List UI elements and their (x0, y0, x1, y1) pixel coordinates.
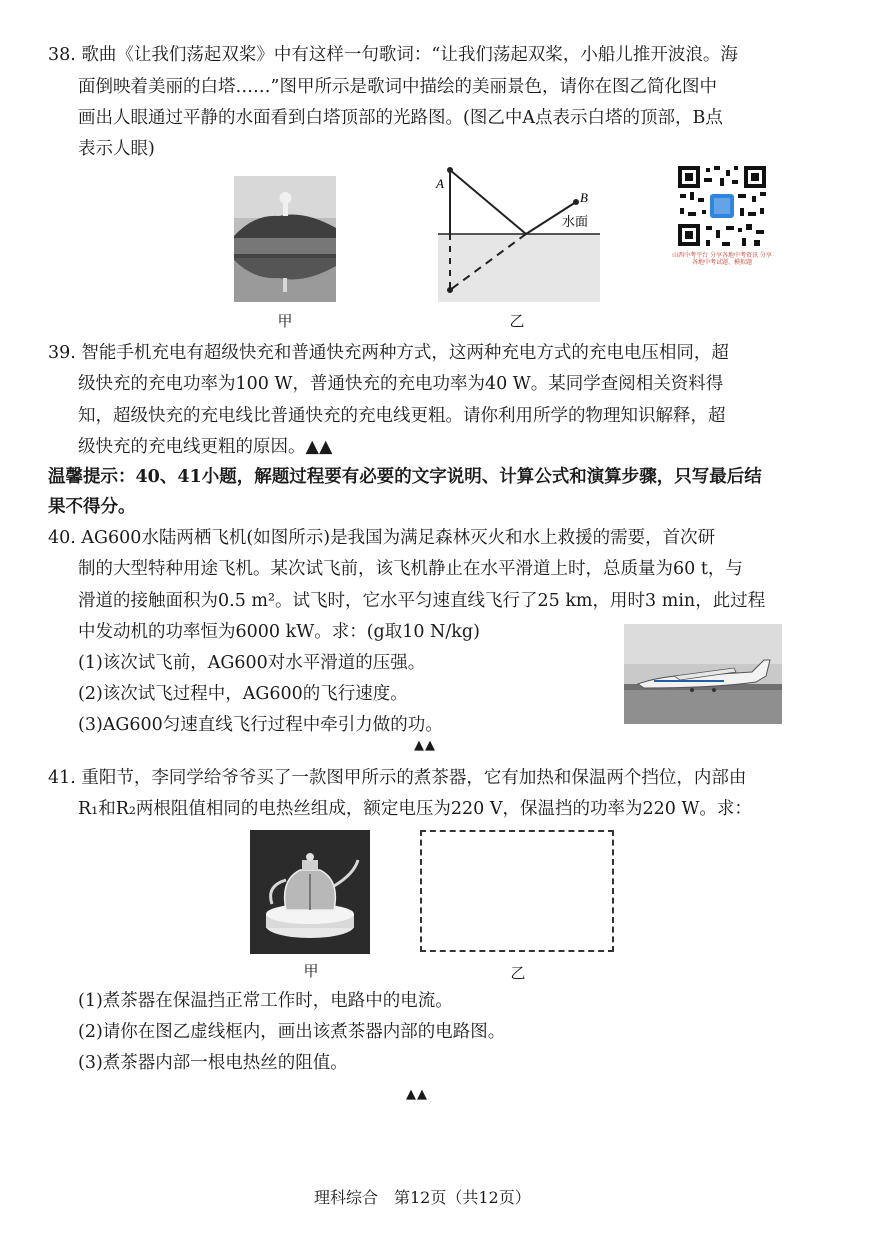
point-b-label: B (580, 190, 588, 205)
q40-answer-mark: ▲▲ (414, 738, 436, 753)
q41-part-1: (1)煮茶器在保温挡正常工作时，电路中的电流。 (78, 991, 453, 1011)
page-footer: 理科综合 第12页（共12页） (314, 1188, 531, 1207)
q40-part-2: (2)该次试飞过程中，AG600的飞行速度。 (78, 684, 408, 704)
q38-fig-jia-caption: 甲 (277, 312, 293, 330)
q41-answer-mark: ▲▲ (406, 1087, 428, 1102)
tip-line-2: 果不得分。 (48, 497, 136, 517)
q40-line-4: 中发动机的功率恒为6000 kW。求：(g取10 N/kg) (78, 622, 480, 642)
water-surface-label: 水面 (562, 215, 589, 230)
q39-line-3: 知，超级快充的充电线比普通快充的充电线更粗。请你利用所学的物理知识解释，超 (78, 406, 726, 426)
tea-maker-photo (250, 830, 370, 954)
light-path-diagram (428, 162, 600, 302)
q38-line-4: 表示人眼) (78, 139, 155, 159)
q41-line-2: R₁和R₂两根阻值相同的电热丝组成，额定电压为220 V，保温挡的功率为220 W。求： (78, 799, 752, 819)
q38-line-2: 面倒映着美丽的白塔……”图甲所示是歌词中描绘的美丽景色，请你在图乙简化图中 (78, 77, 717, 97)
q41-part-3: (3)煮茶器内部一根电热丝的阻值。 (78, 1053, 348, 1073)
qr-caption: 山西中考平台 分享各地中考资讯 分享各地中考试题、模拟题 (672, 252, 772, 266)
q39-line-1: 39. 智能手机充电有超级快充和普通快充两种方式，这两种充电方式的充电电压相同，超 (48, 343, 729, 363)
q40-line-2: 制的大型特种用途飞机。某次试飞前，该飞机静止在水平滑道上时，总质量为60 t，与 (78, 559, 743, 579)
q41-fig-yi-caption: 乙 (510, 964, 526, 982)
tip-line-1: 温馨提示：40、41小题，解题过程要有必要的文字说明、计算公式和演算步骤，只写最后结 (48, 467, 762, 487)
q40-part-3: (3)AG600匀速直线飞行过程中牵引力做的功。 (78, 715, 443, 735)
q39-line-2: 级快充的充电功率为100 W，普通快充的充电功率为40 W。某同学查阅相关资料得 (78, 374, 724, 394)
point-a-label: A (436, 176, 444, 191)
q41-line-1: 41. 重阳节，李同学给爷爷买了一款图甲所示的煮茶器，它有加热和保温两个挡位，内部由 (48, 768, 747, 788)
q40-line-1: 40. AG600水陆两栖飞机(如图所示)是我国为满足森林灭火和水上救援的需要，首次研 (48, 528, 716, 548)
q40-line-3: 滑道的接触面积为0.5 m²。试飞时，它水平匀速直线飞行了25 km，用时3 min，此过程 (78, 591, 766, 611)
circuit-drawing-box[interactable] (420, 830, 614, 952)
qr-code-icon (676, 164, 768, 248)
ag600-plane-photo (624, 624, 782, 724)
white-tower-photo (234, 176, 336, 302)
q38-line-1: 38. 歌曲《让我们荡起双桨》中有这样一句歌词：“让我们荡起双桨，小船儿推开波浪。海 (48, 45, 738, 65)
q38-fig-yi-caption: 乙 (509, 312, 525, 330)
q41-part-2: (2)请你在图乙虚线框内，画出该煮茶器内部的电路图。 (78, 1022, 506, 1042)
q39-line-4: 级快充的充电线更粗的原因。▲▲ (78, 437, 333, 457)
q38-line-3: 画出人眼通过平静的水面看到白塔顶部的光路图。(图乙中A点表示白塔的顶部，B点 (78, 108, 723, 128)
q41-fig-jia-caption: 甲 (303, 962, 319, 980)
q40-part-1: (1)该次试飞前，AG600对水平滑道的压强。 (78, 653, 426, 673)
